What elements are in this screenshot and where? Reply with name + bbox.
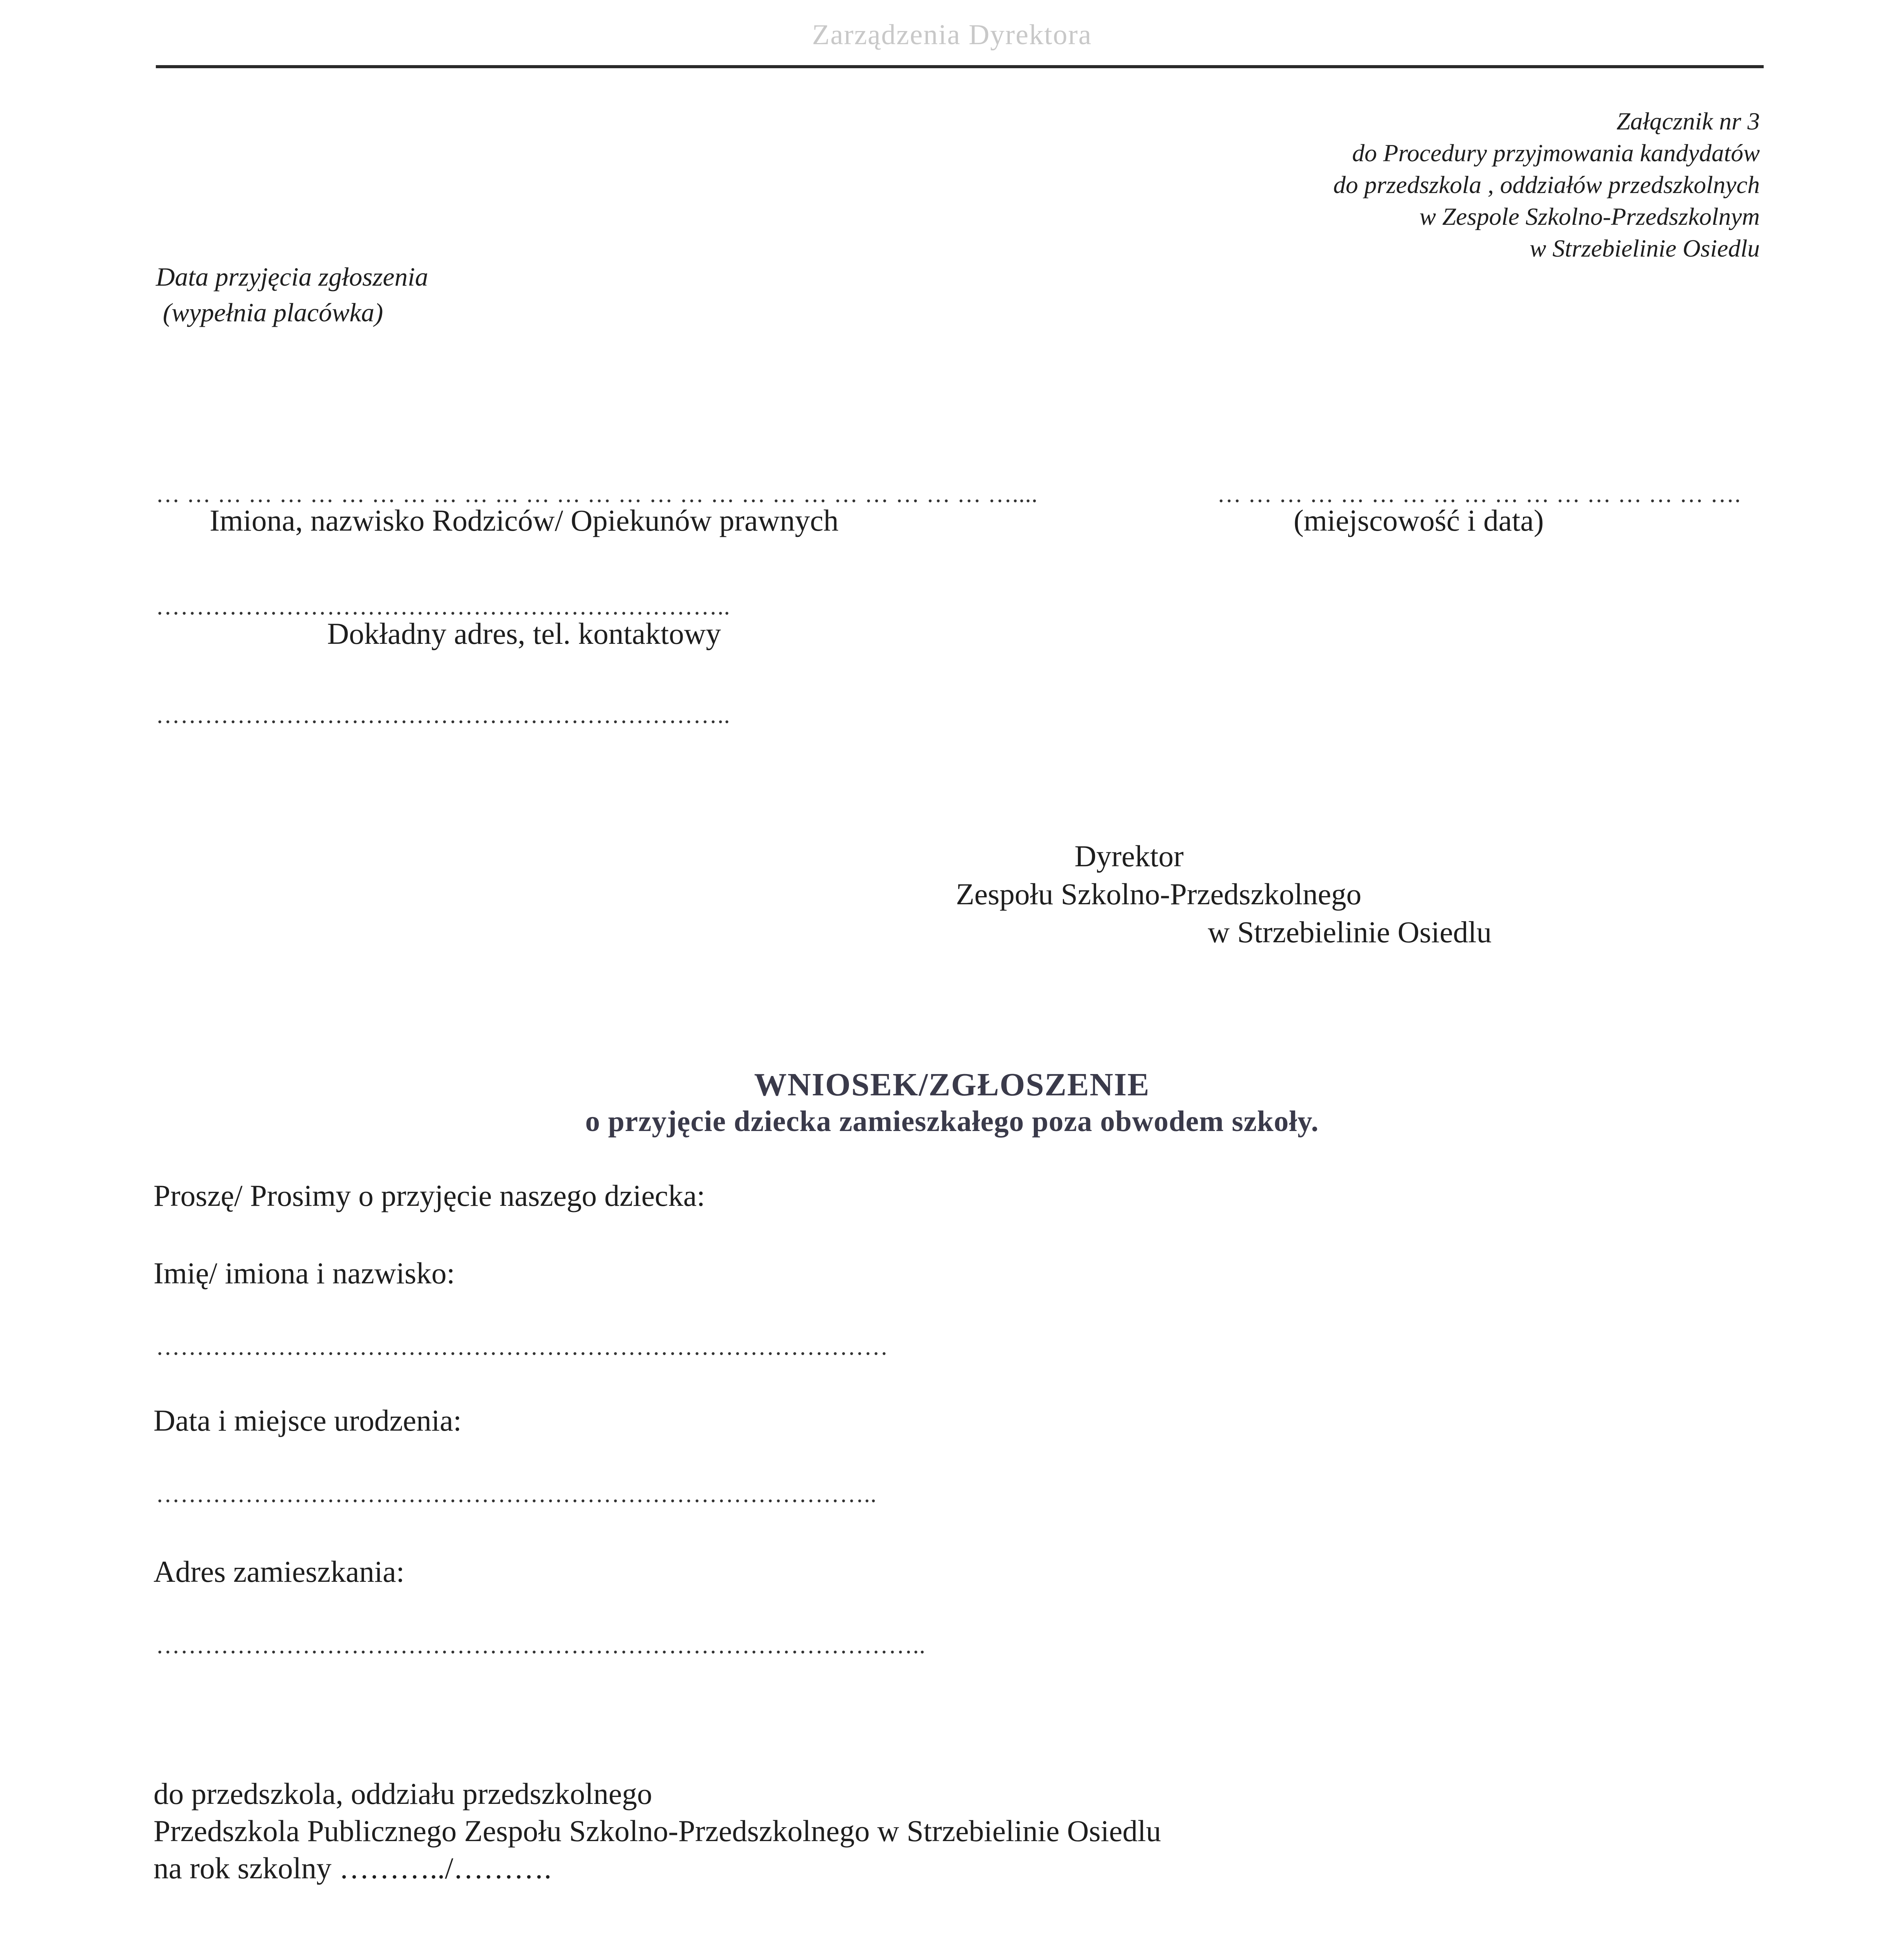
annex-reference <box>1333 105 1760 264</box>
header-divider <box>156 65 1764 68</box>
intake-date-label: Data przyjęcia zgłoszenia <box>156 262 428 291</box>
place-date-field[interactable]: … … … … … … … … … … … … … … … … …. <box>1217 481 1741 507</box>
address-extra-field[interactable]: …………………………………………………………….. <box>156 702 730 728</box>
residence-label: Adres zamieszkania: <box>153 1555 405 1588</box>
header-title: Zarządzenia Dyrektora <box>812 19 1092 51</box>
form-subtitle: o przyjęcie dziecka zamieszkałego poza obwodem szkoły. <box>585 1105 1319 1138</box>
request-text: Proszę/ Prosimy o przyjęcie naszego dziecka: <box>153 1179 705 1212</box>
birth-label: Data i miejsce urodzenia: <box>153 1403 462 1437</box>
annex-line: w Zespole Szkolno-Przedszkolnym <box>1419 203 1760 230</box>
address-field[interactable]: …………………………………………………………….. <box>156 593 730 620</box>
addressee-institution: Zespołu Szkolno-Przedszkolnego <box>956 877 1362 911</box>
annex-line: Załącznik nr 3 <box>1616 107 1760 135</box>
intake-date-note: (wypełnia placówka) <box>163 298 383 327</box>
addressee-title: Dyrektor <box>1074 839 1184 873</box>
residence-field[interactable]: ………………………………………………………………………………….. <box>156 1632 926 1659</box>
annex-line: do Procedury przyjmowania kandydatów <box>1352 139 1760 167</box>
annex-line: w Strzebielinie Osiedlu <box>1530 234 1760 262</box>
target-line: Przedszkola Publicznego Zespołu Szkolno-Przedszkolnego w Strzebielinie Osiedlu <box>153 1814 1161 1848</box>
child-name-field[interactable]: ……………………………………………………………………………… <box>156 1334 888 1360</box>
target-institution <box>153 1775 1161 1887</box>
address-label: Dokładny adres, tel. kontaktowy <box>327 617 721 650</box>
annex-line: do przedszkola , oddziałów przedszkolnych <box>1333 171 1760 198</box>
child-name-label: Imię/ imiona i nazwisko: <box>153 1256 455 1290</box>
birth-field[interactable]: …………………………………………………………………………….. <box>156 1481 877 1507</box>
intake-date-block <box>156 259 428 330</box>
target-line: do przedszkola, oddziału przedszkolnego <box>153 1777 652 1810</box>
parents-name-label: Imiona, nazwisko Rodziców/ Opiekunów prawnych <box>209 503 839 537</box>
place-date-label: (miejscowość i data) <box>1293 503 1544 537</box>
form-title: WNIOSEK/ZGŁOSZENIE <box>754 1067 1150 1103</box>
parents-name-field[interactable]: … … … … … … … … … … … … … … … … … … … … … … … … … … … ….... <box>156 481 1038 507</box>
school-year-line: na rok szkolny ………../………. <box>153 1851 552 1885</box>
addressee-location: w Strzebielinie Osiedlu <box>1208 915 1492 949</box>
